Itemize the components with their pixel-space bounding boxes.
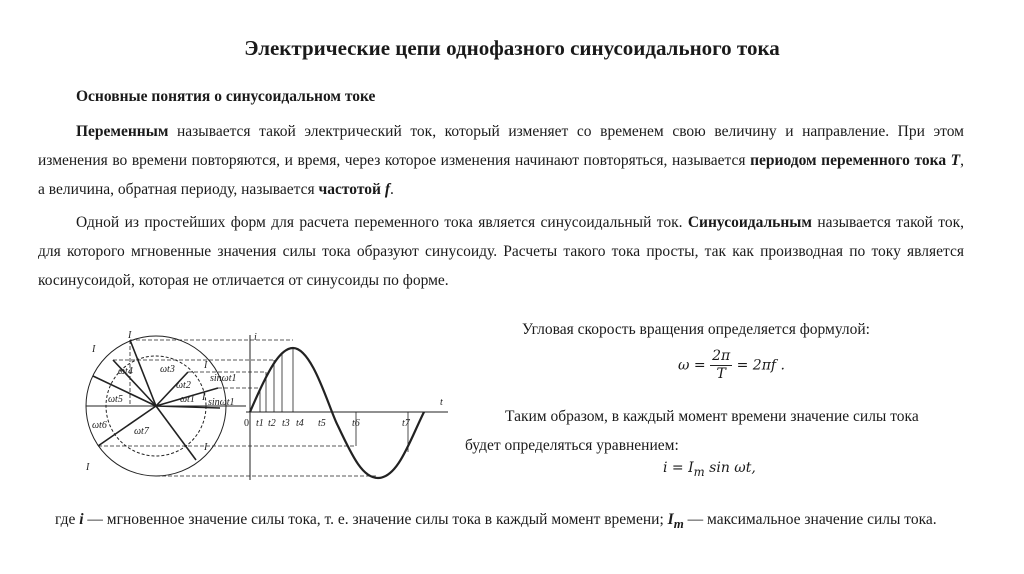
axis-label-i: i — [254, 332, 257, 343]
formula-omega-den: T — [716, 366, 726, 382]
where-text1: где — [55, 511, 80, 528]
angle-wt5: ωt5 — [108, 394, 123, 405]
angle-wt1: ωt1 — [180, 394, 195, 405]
paragraph-sinusoidal — [38, 208, 964, 295]
paragraph-definition — [38, 117, 964, 204]
axis-label-t: t — [440, 397, 443, 408]
symbol-T: T — [950, 152, 961, 169]
origin-label: 0 — [244, 418, 249, 429]
term-alternating: Переменным — [76, 123, 169, 140]
page-title: Электрические цепи однофазного синусоидального тока — [244, 36, 780, 60]
sinusoid-curve — [250, 348, 424, 478]
formula-omega-lhs: ω = — [678, 357, 706, 374]
tick-t5: t5 — [318, 418, 326, 429]
formula-omega — [678, 348, 785, 383]
symbol-Im-sub: m — [673, 516, 684, 532]
tick-t1: t1 — [256, 418, 264, 429]
where-text2: — мгновенное значение силы тока, т. е. значение силы тока в каждый момент времени; — [83, 511, 668, 528]
para2-text2: называется такой ток, для которого мгновенные значения силы тока образуют синусоиду. Расчеты такого тока просты, так как производная по току является косинусоидой, которая не отличается от синусоиды по форме. — [38, 214, 964, 289]
term-frequency: частотой — [318, 181, 381, 198]
angle-wt2: ωt2 — [176, 380, 191, 391]
sinusoid-figure — [68, 330, 460, 480]
formula-omega-num: 2π — [712, 348, 731, 364]
label-Im-5: I — [204, 442, 208, 453]
angular-speed-text: Угловая скорость вращения определяется формулой: — [522, 321, 870, 338]
label-sin2: sinωt1 — [208, 397, 235, 408]
label-Im-2: I — [92, 344, 96, 355]
tick-t7: t7 — [402, 418, 410, 429]
tick-t4: t4 — [296, 418, 304, 429]
each-moment-text: Таким образом, в каждый момент времени значение силы тока — [505, 408, 919, 425]
angle-wt6: ωt6 — [92, 420, 107, 431]
figure-labels — [85, 330, 443, 473]
label-Im-3: I — [204, 360, 208, 371]
equation-intro-text: будет определяться уравнением: — [465, 437, 679, 454]
symbol-f: f — [384, 181, 390, 198]
para1-text3: . — [389, 181, 394, 198]
tick-t2: t2 — [268, 418, 276, 429]
para1-text1: называется такой электрический ток, который изменяет со временем свою величину и направление. При этом изменения во времени повторяются, и время, через которое изменения начинают повторяться, называется — [38, 123, 964, 169]
angle-wt4: ωt4 — [118, 366, 133, 377]
where-text3: — максимальное значение силы тока. — [683, 511, 937, 528]
para2-text1: Одной из простейших форм для расчета переменного тока является синусоидальный ток. — [76, 214, 688, 231]
section-subtitle: Основные понятия о синусоидальном токе — [76, 88, 376, 105]
formula-current-sub: m — [693, 464, 705, 479]
para1-text2: , а величина, обратная периоду, называется — [38, 152, 964, 198]
label-Im-4: I — [202, 392, 206, 403]
paragraph-where — [55, 505, 965, 538]
angle-wt3: ωt3 — [160, 364, 175, 375]
formula-current-lhs: i = I — [663, 460, 694, 476]
tick-t3: t3 — [282, 418, 290, 429]
label-sin1: sinωt1 — [210, 373, 237, 384]
term-sinusoidal: Синусоидальным — [687, 214, 812, 231]
label-Im-1: I — [128, 330, 132, 341]
label-Im-6: I — [86, 462, 90, 473]
term-period: периодом переменного тока — [750, 152, 947, 169]
tick-t6: t6 — [352, 418, 360, 429]
formula-omega-rhs: = 2πf . — [736, 357, 785, 374]
symbol-i: i — [79, 511, 84, 528]
symbol-Im: I — [667, 511, 674, 528]
formula-current-rhs: sin ωt, — [704, 460, 756, 476]
angle-wt7: ωt7 — [134, 426, 149, 437]
formula-current — [663, 460, 756, 479]
